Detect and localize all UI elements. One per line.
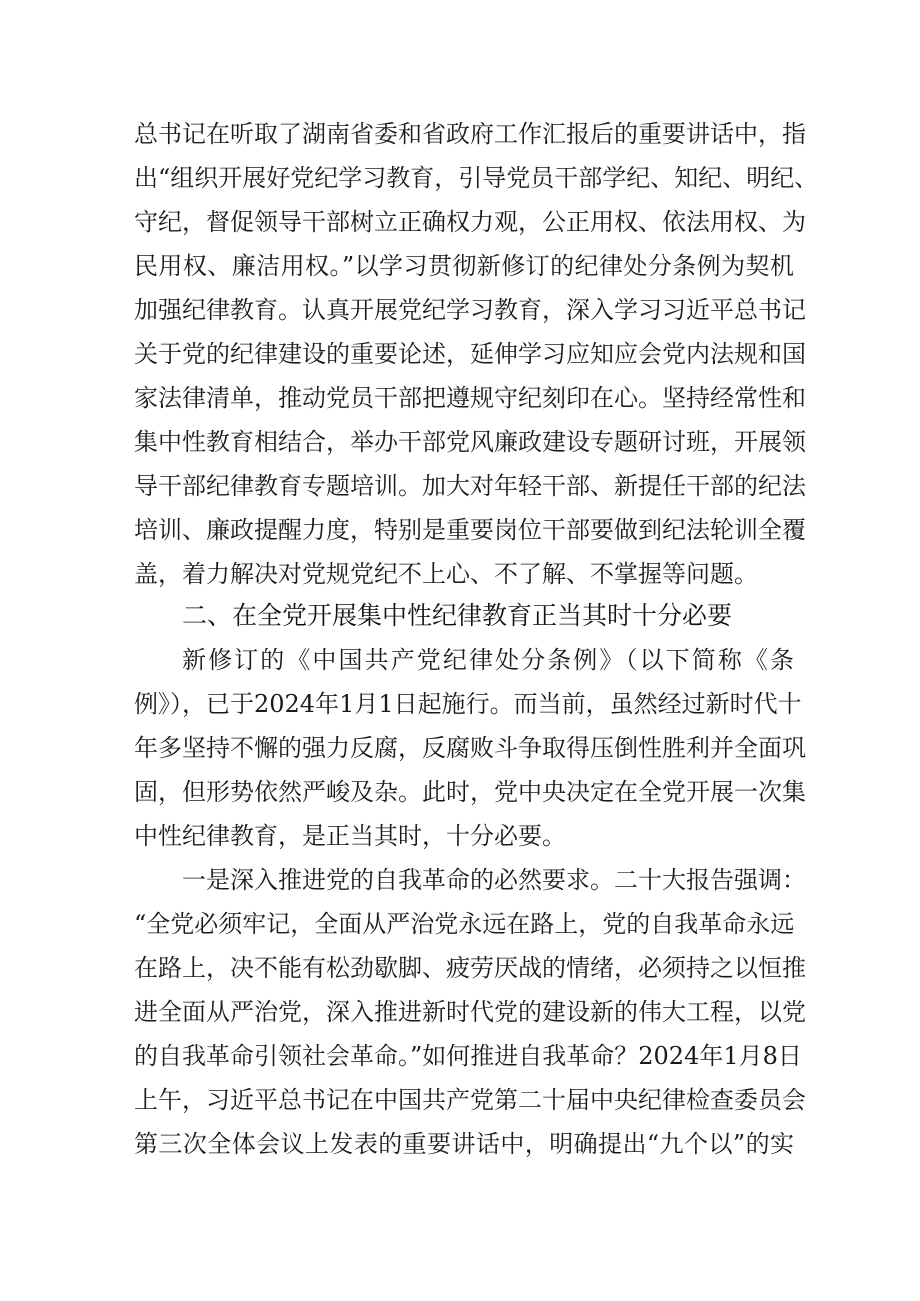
paragraph-1-line-11: 盖，着力解决对党规党纪不上心、不了解、不掌握等问题。 bbox=[134, 560, 758, 588]
paragraph-3-line-3: 在路上，决不能有松劲歇脚、疲劳厌战的情绪，必须持之以恒推 bbox=[134, 954, 806, 982]
paragraph-1-line-3: 守纪，督促领导干部树立正确权力观，公正用权、依法用权、为 bbox=[134, 208, 806, 236]
paragraph-1-line-1: 总书记在听取了湖南省委和省政府工作汇报后的重要讲话中，指 bbox=[134, 120, 806, 148]
paragraph-3-line-6: 上午，习近平总书记在中国共产党第二十届中央纪律检查委员会 bbox=[134, 1086, 806, 1114]
section-heading: 二、在全党开展集中性纪律教育正当其时十分必要 bbox=[182, 601, 733, 630]
paragraph-3-line-2: “全党必须牢记，全面从严治党永远在路上，党的自我革命永远 bbox=[134, 910, 795, 938]
paragraph-1-line-9: 导干部纪律教育专题培训。加大对年轻干部、新提任干部的纪法 bbox=[134, 472, 806, 500]
paragraph-2-line-3: 年多坚持不懈的强力反腐，反腐败斗争取得压倒性胜利并全面巩 bbox=[134, 734, 806, 762]
paragraph-3-line-5: 的自我革命引领社会革命。”如何推进自我革命？2024年1月8日 bbox=[134, 1042, 802, 1070]
paragraph-1-line-10: 培训、廉政提醒力度，特别是重要岗位干部要做到纪法轮训全覆 bbox=[134, 516, 806, 544]
paragraph-1-line-2: 出“组织开展好党纪学习教育，引导党员干部学纪、知纪、明纪、 bbox=[134, 164, 819, 192]
paragraph-1-line-6: 关于党的纪律建设的重要论述，延伸学习应知应会党内法规和国 bbox=[134, 340, 806, 368]
paragraph-1-line-4: 民用权、廉洁用权。”以学习贯彻新修订的纪律处分条例为契机 bbox=[134, 252, 794, 280]
paragraph-3-line-4: 进全面从严治党，深入推进新时代党的建设新的伟大工程，以党 bbox=[134, 998, 806, 1026]
paragraph-3-line-7: 第三次全体会议上发表的重要讲话中，明确提出“九个以”的实 bbox=[134, 1130, 794, 1158]
paragraph-1-line-7: 家法律清单，推动党员干部把遵规守纪刻印在心。坚持经常性和 bbox=[134, 384, 806, 412]
paragraph-2-line-5: 中性纪律教育，是正当其时，十分必要。 bbox=[134, 822, 566, 850]
paragraph-1-line-5: 加强纪律教育。认真开展党纪学习教育，深入学习习近平总书记 bbox=[134, 296, 806, 324]
paragraph-2-line-4: 固，但形势依然严峻及杂。此时，党中央决定在全党开展一次集 bbox=[134, 778, 806, 806]
paragraph-2-line-2: 例》），已于2024年1月1日起施行。而当前，虽然经过新时代十 bbox=[134, 690, 802, 718]
paragraph-1-line-8: 集中性教育相结合，举办干部党风廉政建设专题研讨班，开展领 bbox=[134, 428, 806, 456]
paragraph-3-line-1: 一是深入推进党的自我革命的必然要求。二十大报告强调： bbox=[182, 866, 806, 894]
paragraph-2-line-1: 新修订的《中国共产党纪律处分条例》（以下简称《条 bbox=[182, 646, 794, 674]
